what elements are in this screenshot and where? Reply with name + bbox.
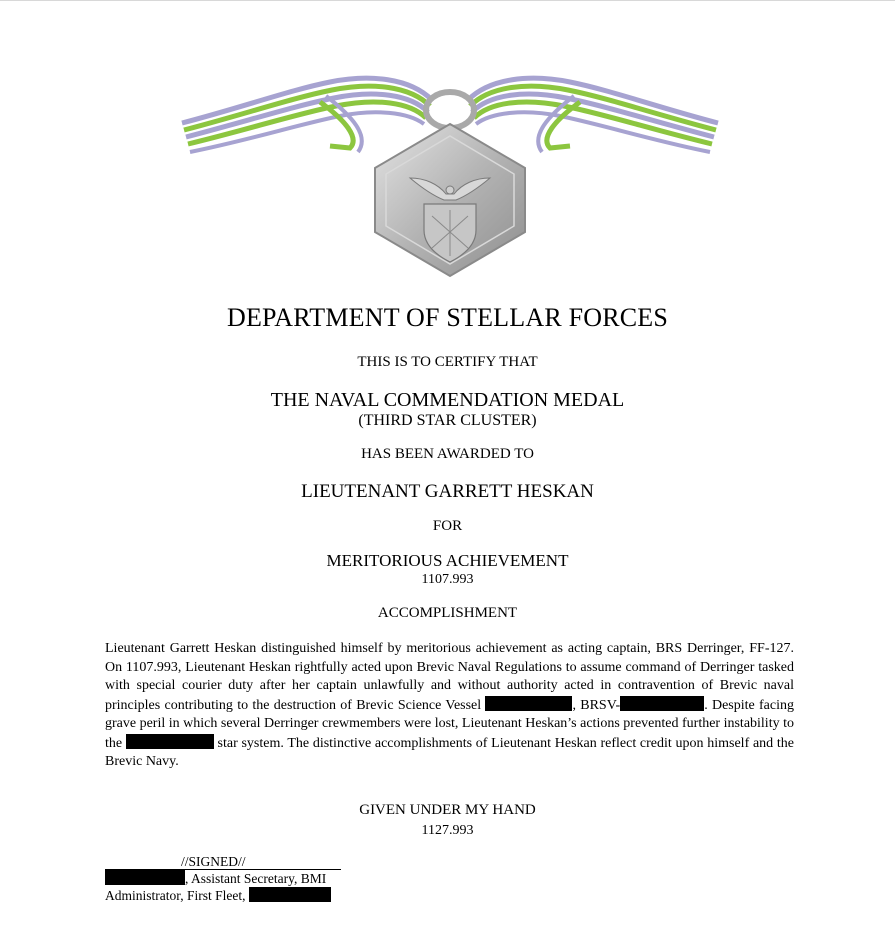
redaction-bar <box>105 870 185 885</box>
signatory-title-2: Administrator, First Fleet, <box>105 888 249 903</box>
recipient-name: LIEUTENANT GARRETT HESKAN <box>301 481 594 502</box>
page-top-border <box>0 0 895 1</box>
for-line: FOR <box>432 518 463 534</box>
given-line: GIVEN UNDER MY HAND <box>359 802 536 818</box>
signature-block <box>105 853 341 904</box>
redaction-bar <box>485 696 572 711</box>
medal-emblem <box>170 60 730 290</box>
citation-text <box>105 640 794 772</box>
citation-part-4: star system. The distinctive accomplishments of Lieutenant Heskan reflect credit upon himself and the Brevic Navy. <box>105 735 794 769</box>
award-reason: MERITORIOUS ACHIEVEMENT <box>326 551 569 570</box>
award-detail: (THIRD STAR CLUSTER) <box>358 412 537 429</box>
reason-date: 1107.993 <box>421 572 474 587</box>
medal-ring <box>426 92 474 128</box>
awarded-line: HAS BEEN AWARDED TO <box>361 446 534 462</box>
signatory-title-line-2 <box>105 887 341 904</box>
redaction-bar <box>126 734 214 749</box>
citation-part-1: Lieutenant Garrett Heskan distinguished himself by meritorious achievement as acting captain, BRS Derringer, FF-127. On 1107.993, Lieutenant Heskan rightfully acted upon Brevic Naval Regulations to assume command of Derringer tasked with special courier duty after her captain unlawfully and without authority acted in contravention of Brevic naval principles contributing to the destruction of Brevic Science Vessel <box>105 641 794 713</box>
ribbon-right <box>468 78 718 152</box>
department-title: DEPARTMENT OF STELLAR FORCES <box>226 303 669 332</box>
award-name: THE NAVAL COMMENDATION MEDAL <box>270 389 625 411</box>
given-date: 1127.993 <box>421 823 474 838</box>
accomplishment-heading: ACCOMPLISHMENT <box>377 605 518 621</box>
certify-line: THIS IS TO CERTIFY THAT <box>357 354 538 370</box>
signatory-title-line <box>105 870 341 887</box>
citation-part-3: . Despite facing grave peril in which several Derringer crewmembers were lost, Lieutenant Heskan’s actions prevented further instability to the <box>105 697 795 751</box>
signed-text: //SIGNED// <box>181 854 246 869</box>
signatory-title-1: , Assistant Secretary, BMI <box>185 871 327 886</box>
signature-line <box>105 853 341 870</box>
redaction-bar <box>249 887 331 902</box>
redaction-bar <box>620 696 704 711</box>
ribbon-left <box>182 78 432 152</box>
citation-part-2: , BRSV- <box>572 697 621 713</box>
